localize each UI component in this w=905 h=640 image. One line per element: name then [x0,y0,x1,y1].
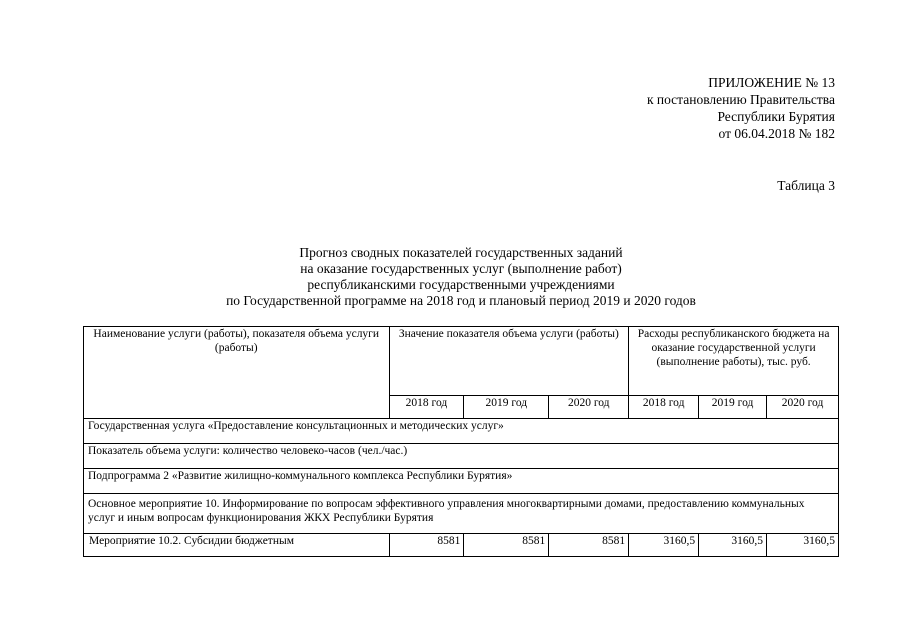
service-row-cell: Государственная услуга «Предоставление консультационных и методических услуг» [84,419,839,444]
header-volume-cell: Значение показателя объема услуги (работы) [389,327,629,396]
value-cell: 3160,5 [629,534,699,557]
year-cell: 2020 год [549,396,629,419]
value-cell: 8581 [389,534,464,557]
year-cell: 2019 год [464,396,549,419]
appendix-header [647,74,835,142]
table-row [84,494,839,534]
appendix-line-2: к постановлению Правительства [646,92,835,107]
appendix-line-4: от 06.04.2018 № 182 [718,126,835,141]
table-row [84,469,839,494]
value-cell: 3160,5 [699,534,767,557]
value-cell: 8581 [549,534,629,557]
title-line-3: республиканскими государственными учреждениями [307,277,615,292]
title-line-4: по Государственной программе на 2018 год и плановый период 2019 и 2020 годов [226,293,696,308]
value-cell: 8581 [464,534,549,557]
table-row [84,534,839,557]
table-row [84,419,839,444]
table-header-row [84,327,839,396]
main-event-row-cell: Основное мероприятие 10. Информирование по вопросам эффективного управления многоквартирными домами, предоставлению коммунальных услуг и иным вопросам функционирования ЖКХ Республики Бурятия [84,494,839,534]
title-line-2: на оказание государственных услуг (выполнение работ) [300,261,622,276]
header-name-cell: Наименование услуги (работы), показателя объема услуги (работы) [84,327,390,419]
event-label-cell: Мероприятие 10.2. Субсидии бюджетным [84,534,390,557]
table-number: Таблица 3 [777,178,835,193]
year-cell: 2018 год [389,396,464,419]
year-cell: 2019 год [699,396,767,419]
indicator-row-cell: Показатель объема услуги: количество человеко-часов (чел./час.) [84,444,839,469]
document-title [83,245,839,309]
appendix-line-3: Республики Бурятия [717,109,835,124]
table-row [84,444,839,469]
year-cell: 2018 год [629,396,699,419]
subprogram-row-cell: Подпрограмма 2 «Развитие жилищно-коммунального комплекса Республики Бурятия» [84,469,839,494]
title-line-1: Прогноз сводных показателей государственных заданий [299,245,623,260]
value-cell: 3160,5 [767,534,839,557]
appendix-line-1: ПРИЛОЖЕНИЕ № 13 [708,75,835,90]
year-cell: 2020 год [767,396,839,419]
header-expenses-cell: Расходы республиканского бюджета на оказание государственной услуги (выполнение работы), тыс. руб. [629,327,839,396]
forecast-table [83,326,839,557]
